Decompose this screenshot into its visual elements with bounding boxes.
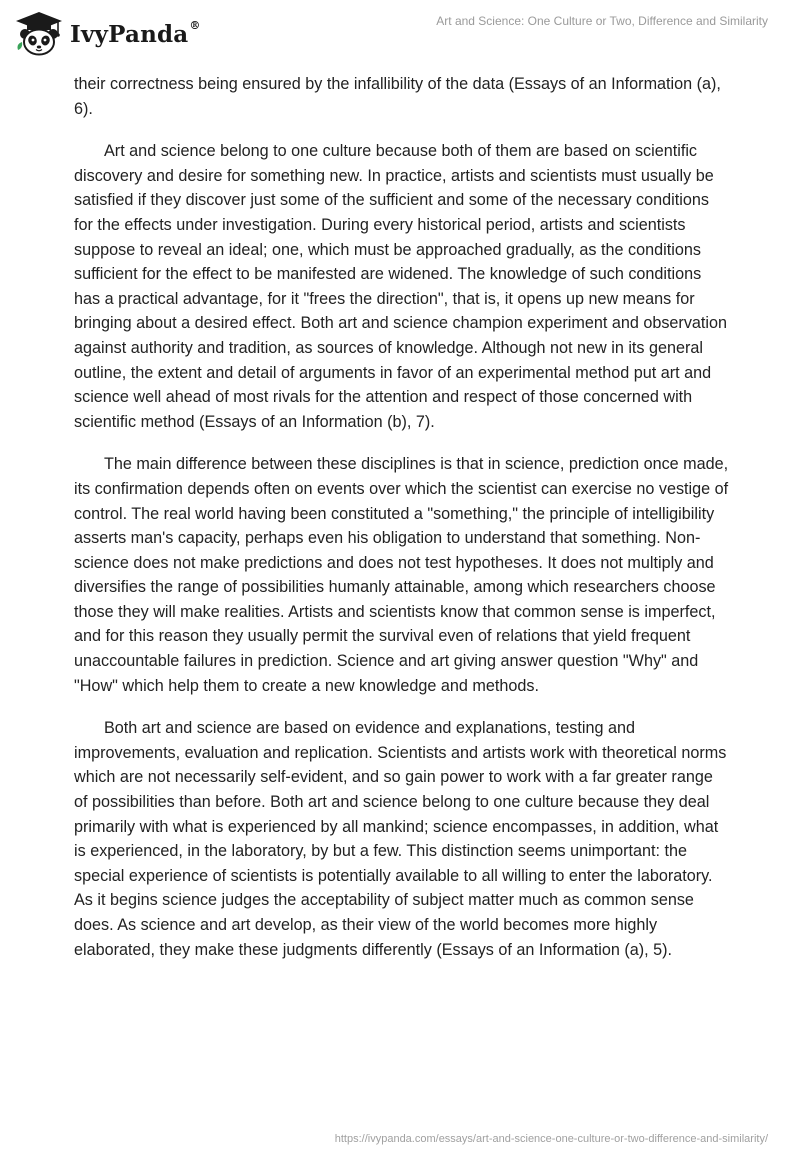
paragraph-continuation: their correctness being ensured by the infallibility of the data (Essays of an Information (a), 6). — [74, 75, 721, 118]
panda-graduation-cap-icon — [14, 10, 64, 56]
brand-logo[interactable] — [14, 10, 201, 56]
brand-name: IvyPanda® — [70, 18, 201, 48]
paragraph: Both art and science are based on evidence and explanations, testing and improvements, evaluation and replication. Scientists and artists work with theoretical norms which are not necessarily self-evident, and so gain power to work with a far greater range of possibilities than before. Both art and science belong to one culture because they deal primarily with what is experienced by all mankind; science encompasses, in addition, what is experienced, in the laboratory, by but a few. This distinction seems unimportant: the special experience of scientists is potentially available to all willing to enter the laboratory. As it begins science judges the acceptability of subject matter much as common sense does. As science and art develop, as their view of the world becomes more highly elaborated, they make these judgments differently (Essays of an Information (a), 5). — [74, 719, 727, 959]
paragraph: Art and science belong to one culture because both of them are based on scientific discovery and desire for something new. In practice, artists and scientists must usually be satisfied if they discover just some of the sufficient and some of the necessary conditions for the effects under investigation. During every historical period, artists and scientists suppose to reveal an ideal; one, which must be approached gradually, as the conditions sufficient for the effect to be manifested are widened. The knowledge of such conditions has a practical advantage, for it "frees the direction", that is, it opens up new means for bringing about a desired effect. Both art and science champion experiment and observation against authority and tradition, as sources of knowledge. Although not new in its general outline, the extent and detail of arguments in favor of an experimental method put art and science well ahead of most rivals for the attention and respect of those concerned with scientific method (Essays of an Information (b), 7). — [74, 142, 728, 431]
registered-mark: ® — [189, 18, 201, 32]
document-title: Art and Science: One Culture or Two, Difference and Similarity — [436, 14, 768, 28]
source-url[interactable]: https://ivypanda.com/essays/art-and-science-one-culture-or-two-difference-and-similarity/ — [334, 1133, 768, 1145]
page-header — [0, 0, 800, 62]
essay-body — [74, 72, 730, 980]
paragraph: The main difference between these disciplines is that in science, prediction once made, its confirmation depends often on events over which the scientist can exercise no vestige of control. The real world having been constituted a "something," the principle of intelligibility asserts man's capacity, perhaps even his obligation to understand that something. Non-science does not make predictions and does not test hypotheses. It does not multiply and diversifies the range of possibilities humanly attainable, among which researchers choose those they will make realities. Artists and scientists know that common sense is imperfect, and for this reason they usually permit the survival even of relations that yield frequent unaccountable failures in prediction. Science and art giving answer question "Why" and "How" which help them to create a new knowledge and methods. — [74, 455, 729, 695]
